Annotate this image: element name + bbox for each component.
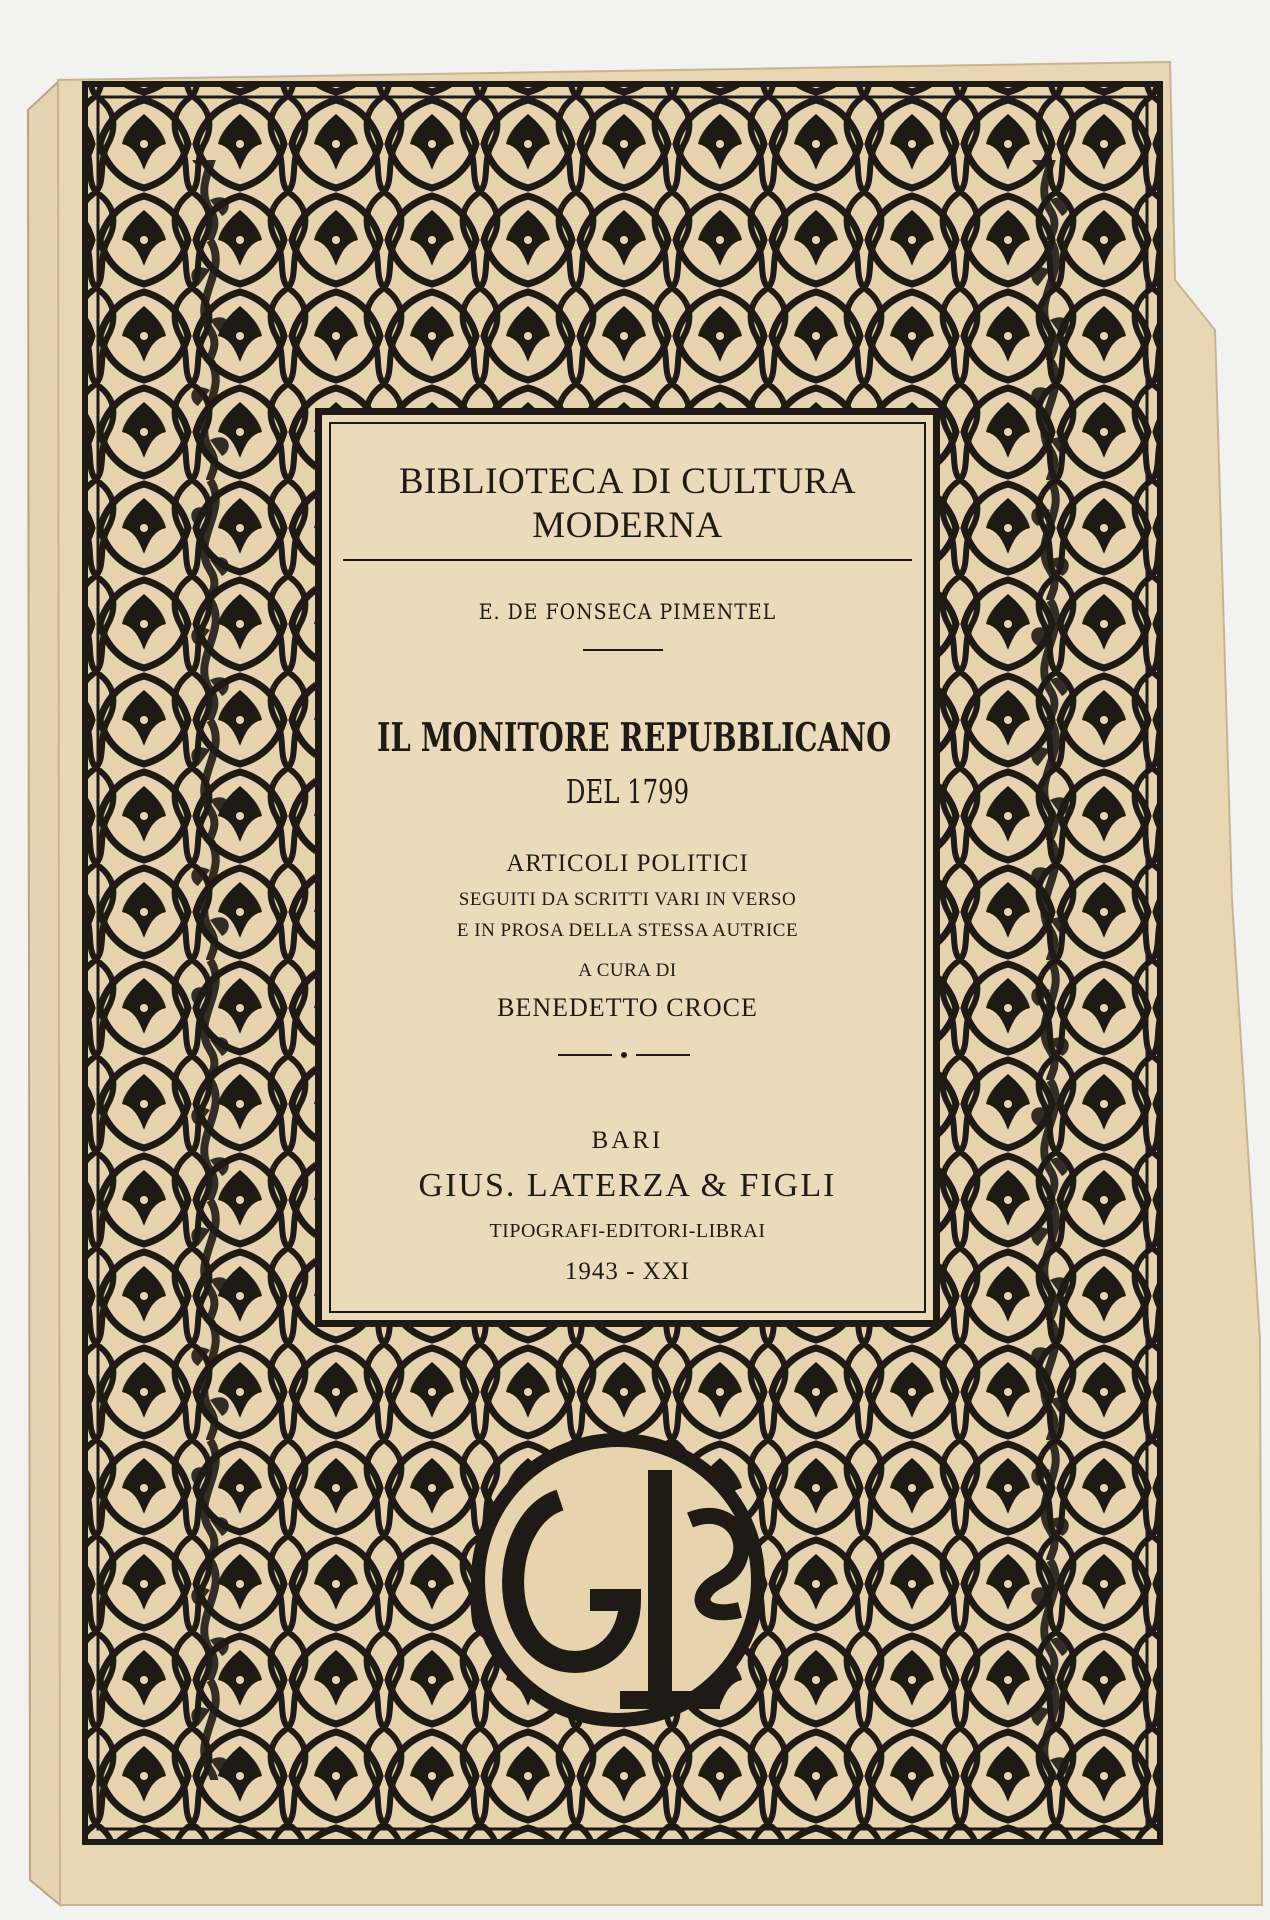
book-title-line2: DEL 1799 xyxy=(565,772,690,811)
publisher-monogram-emblem xyxy=(478,1440,758,1720)
spine-edge xyxy=(28,80,60,1905)
subtitle-line2: SEGUITI DA SCRITTI VARI IN VERSO xyxy=(458,889,797,910)
series-title-line1: BIBLIOTECA DI CULTURA xyxy=(398,461,857,502)
series-title-line2: MODERNA xyxy=(532,505,723,546)
publisher-name: GIUS. LATERZA & FIGLI xyxy=(418,1167,837,1204)
title-page-text xyxy=(322,415,933,1320)
publisher-trade: TIPOGRAFI-EDITORI-LIBRAI xyxy=(489,1220,766,1242)
book-title: IL MONITORE REPUBBLICANO xyxy=(376,715,892,761)
author-name: E. DE FONSECA PIMENTEL xyxy=(478,600,777,624)
subtitle-line1: ARTICOLI POLITICI xyxy=(506,850,749,877)
subtitle-line3: E IN PROSA DELLA STESSA AUTRICE xyxy=(456,920,799,941)
editor-name: BENEDETTO CROCE xyxy=(497,993,758,1022)
right-vine xyxy=(1010,160,1070,1780)
left-vine xyxy=(180,160,240,1780)
publication-city: BARI xyxy=(591,1127,664,1154)
publication-year: 1943 - XXI xyxy=(564,1258,691,1285)
editor-prefix: A CURA DI xyxy=(578,960,677,981)
